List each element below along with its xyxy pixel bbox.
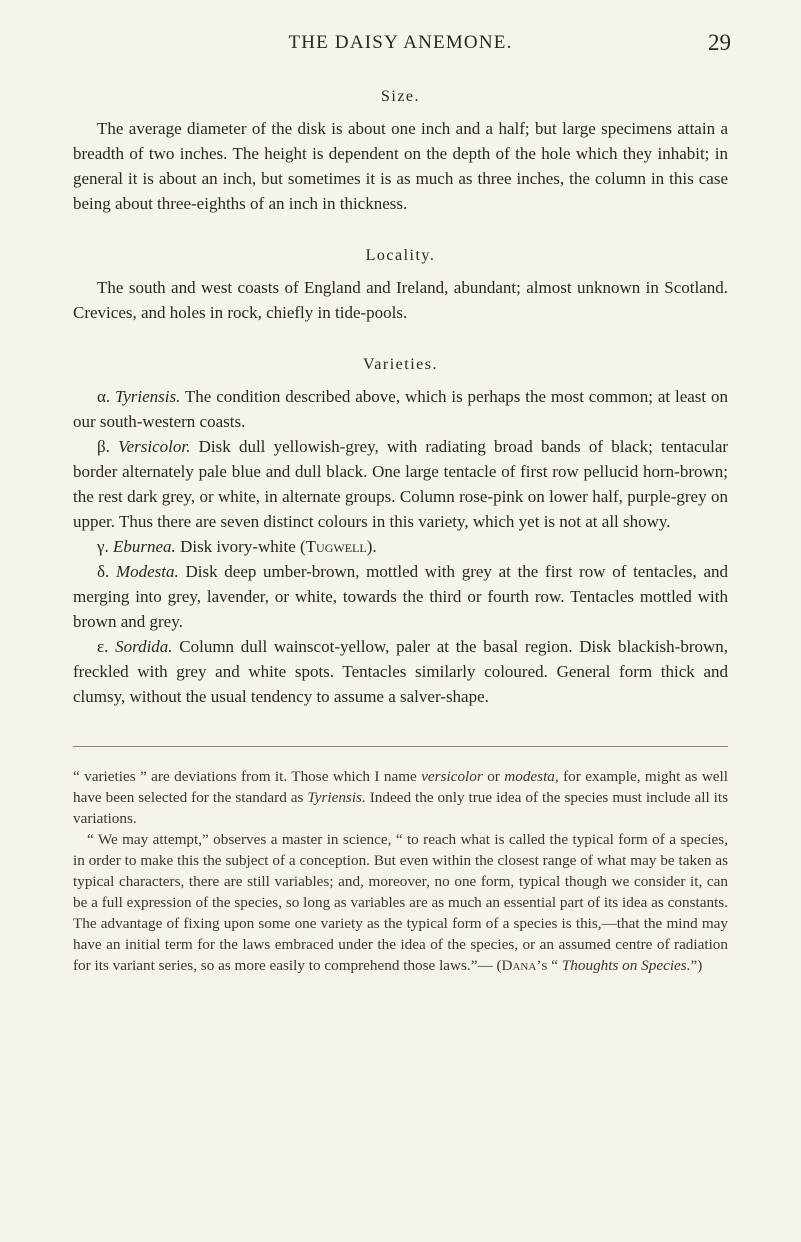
footnote-italic: Tyriensis.	[307, 789, 366, 806]
main-text	[73, 86, 728, 709]
variety-text: Disk ivory-white (	[180, 537, 306, 556]
variety-name: Eburnea.	[113, 537, 176, 556]
variety-beta	[73, 434, 728, 534]
variety-credit: Tugwell	[305, 537, 367, 556]
variety-name: Tyriensis.	[115, 387, 181, 406]
citation-author: Dana’s	[501, 957, 548, 974]
running-title: THE DAISY ANEMONE.	[288, 32, 513, 53]
variety-marker: β.	[97, 437, 110, 456]
variety-text: Disk dull yellowish-grey, with radiating broad bands of black; tentacular border alternately pale blue and dull black. One large tentacle of first row pellucid horn-brown; the rest dark grey, or white, in alternate groups. Column rose-pink on lower half, purple-grey on upper. Thus there are seven distinct colours in this variety, which yet is not at all showy.	[73, 437, 729, 531]
variety-text: The condition described above, which is perhaps the most common; at least on our south-western coasts.	[73, 387, 728, 431]
variety-name: Sordida.	[115, 637, 173, 656]
variety-marker: γ.	[97, 537, 109, 556]
footnote	[73, 766, 728, 976]
variety-text-after: ).	[366, 537, 377, 556]
footnote-paragraph-2	[73, 829, 728, 976]
footnote-quote: “ We may attempt,” observes a master in science, “ to reach what is called the typical form of a species, in order to make this the subject of a conception. But even within the closest range of what may be taken as typical characters, there are still variables; and, moreover, no one form, typical though we consider it, can be a full expression of the species, so long as variables are as much an essential part of its idea as constants. The advantage of fixing upon some one variety as the typical form of a species is this,—that the mind may have an initial term for the laws embraced under the idea of the species, or an assumed centre of radiation for its variant series, so as more easily to comprehend those laws.”—	[73, 831, 728, 974]
citation-quote-mark: “	[547, 957, 562, 974]
citation-title: Thoughts on Species.	[561, 957, 691, 974]
variety-name: Versicolor.	[118, 437, 191, 456]
variety-text: Column dull wainscot-yellow, paler at the basal region. Disk blackish-brown, freckled with grey and white spots. Tentacles similarly coloured. General form thick and clumsy, without the usual tendency to assume a salver-shape.	[73, 637, 729, 706]
footnote-divider	[73, 746, 728, 747]
footnote-text: , for example, might as well have been selected for the standard as	[73, 768, 728, 806]
size-paragraph: The average diameter of the disk is about one inch and a half; but large specimens attain a breadth of two inches. The height is dependent on the depth of the hole which they inhabit; in general it is about an inch, but sometimes it is as much as three inches, the column in this case being about three-eighths of an inch in thickness.	[73, 119, 728, 213]
footnote-paragraph-1	[73, 766, 728, 829]
variety-alpha	[73, 384, 728, 434]
size-heading: Size.	[380, 88, 421, 105]
footnote-text: or	[482, 768, 505, 785]
variety-gamma	[73, 534, 728, 559]
citation-paren: (	[496, 957, 502, 974]
citation-close: ”)	[690, 957, 703, 974]
variety-text: Disk deep umber-brown, mottled with grey at the first row of tentacles, and merging into grey, lavender, or white, towards the third or fourth row. Tentacles mottled with brown and grey.	[73, 562, 729, 631]
variety-marker: ε.	[97, 637, 109, 656]
footnote-text: “ varieties ” are deviations from it. Those which I name	[73, 768, 422, 785]
variety-epsilon	[73, 634, 728, 709]
locality-heading: Locality.	[365, 247, 436, 264]
running-header	[0, 32, 801, 62]
variety-marker: α.	[97, 387, 111, 406]
variety-delta	[73, 559, 728, 634]
footnote-italic: modesta	[504, 768, 555, 785]
page-number: 29	[708, 30, 731, 55]
footnote-italic: versicolor	[421, 768, 483, 785]
footnote-citation	[496, 957, 702, 974]
variety-marker: δ.	[97, 562, 110, 581]
locality-paragraph: The south and west coasts of England and Ireland, abundant; almost unknown in Scotland. Crevices, and holes in rock, chiefly in tide-pools.	[73, 278, 728, 322]
footnote-text: Indeed the only true idea of the species must include all its variations.	[73, 789, 728, 827]
varieties-heading: Varieties.	[363, 356, 438, 373]
variety-name: Modesta.	[115, 562, 179, 581]
